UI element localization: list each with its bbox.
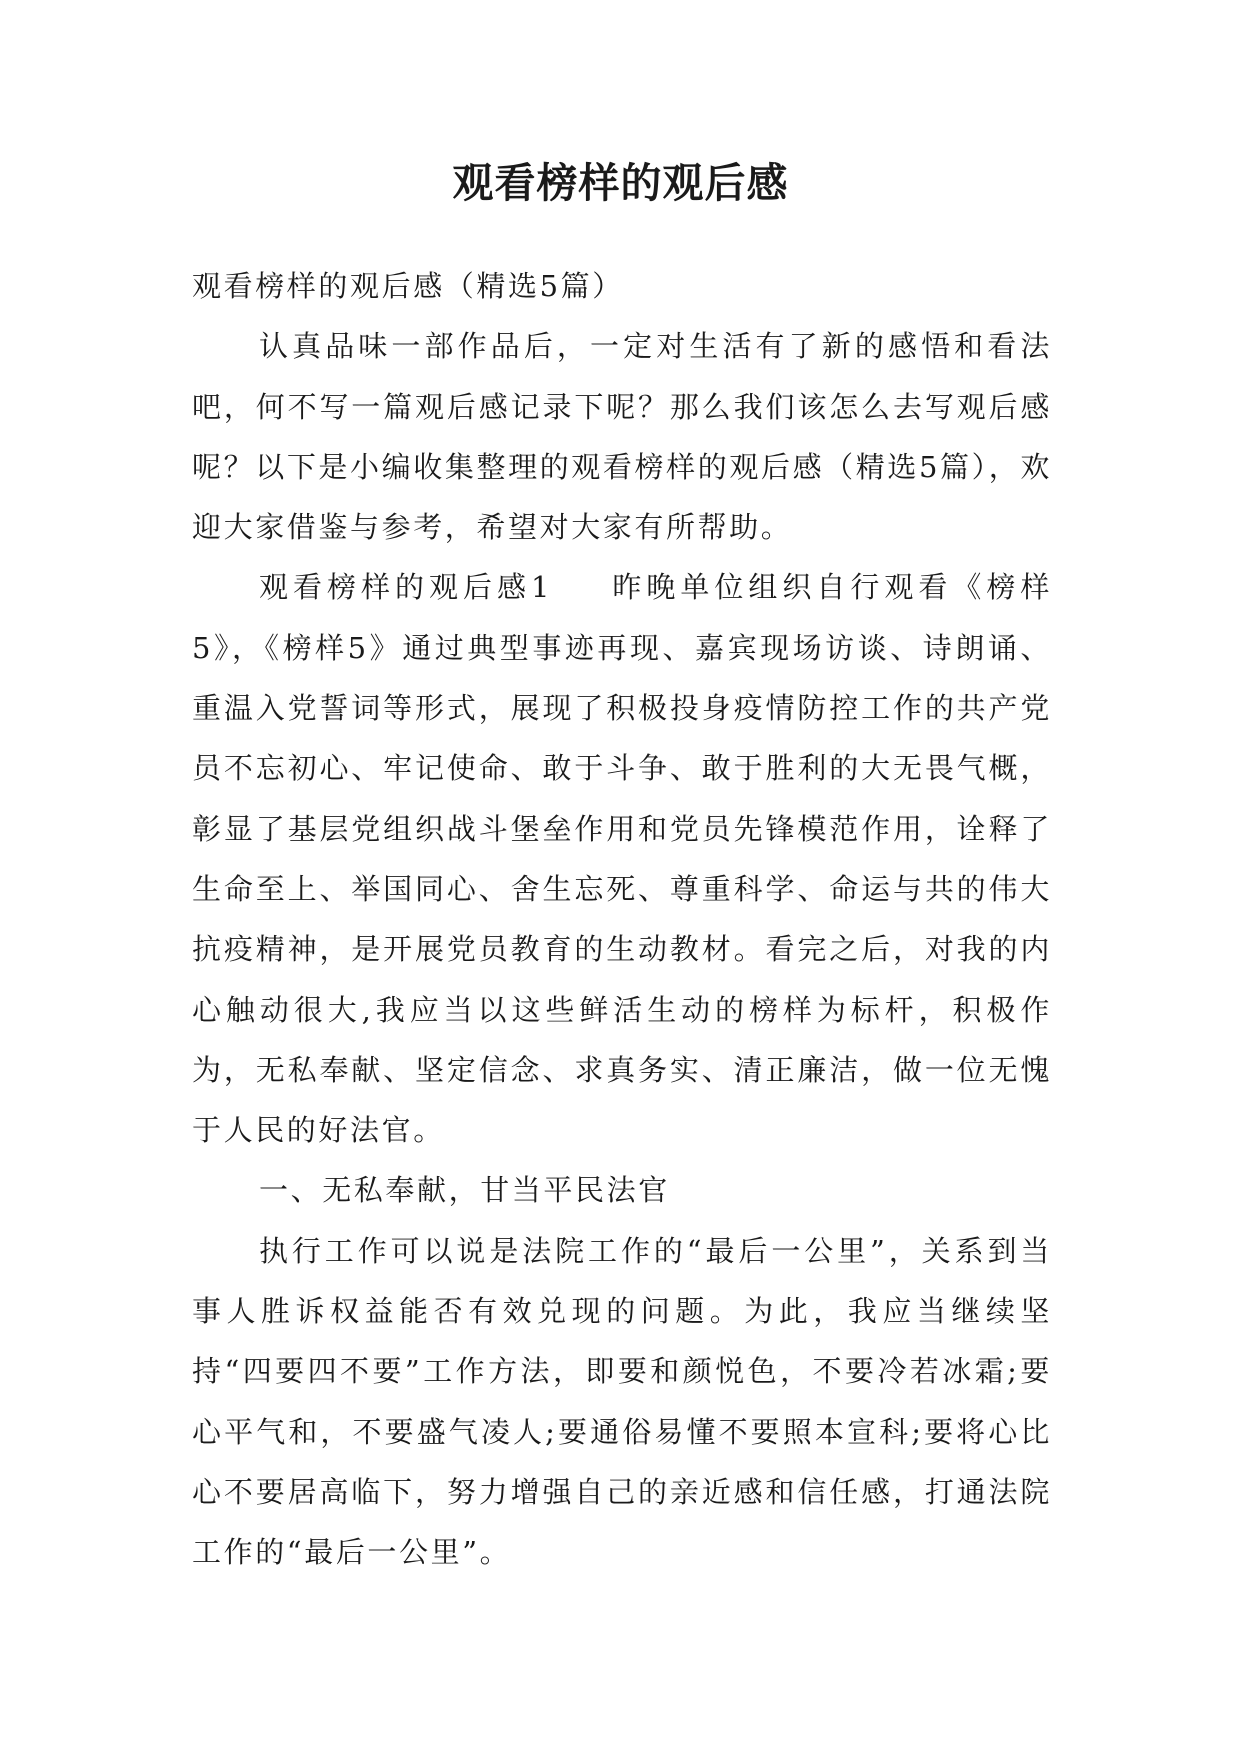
section-1-paragraph — [192, 557, 1052, 1160]
section-1-heading: 观看榜样的观后感1 — [259, 570, 553, 605]
section-1-text: 昨晚单位组织自行观看《榜样5》，《榜样5》通过典型事迹再现、嘉宾现场访谈、诗朗诵、重温入党誓词等形式，展现了积极投身疫情防控工作的共产党员不忘初心、牢记使命、敢于斗争、敢于胜利的大无畏气概，彰显了基层党组织战斗堡垒作用和党员先锋模范作用，诠释了生命至上、举国同心、舍生忘死、尊重科学、命运与共的伟大抗疫精神，是开展党员教育的生动教材。看完之后，对我的内心触动很大,我应当以这些鲜活生动的榜样为标杆，积极作为，无私奉献、坚定信念、求真务实、清正廉洁，做一位无愧于人民的好法官。 — [192, 570, 1052, 1148]
intro-paragraph: 认真品味一部作品后，一定对生活有了新的感悟和看法吧，何不写一篇观后感记录下呢？那么我们该怎么去写观后感呢？以下是小编收集整理的观看榜样的观后感（精选5篇），欢迎大家借鉴与参考，希望对大家有所帮助。 — [192, 329, 1052, 545]
document-body — [192, 256, 1052, 1583]
point-1-paragraph: 执行工作可以说是法院工作的“最后一公里”，关系到当事人胜诉权益能否有效兑现的问题。为此，我应当继续坚持“四要四不要”工作方法，即要和颜悦色，不要冷若冰霜;要心平气和，不要盛气凌人;要通俗易懂不要照本宣科;要将心比心不要居高临下，努力增强自己的亲近感和信任感，打通法院工作的“最后一公里”。 — [192, 1233, 1052, 1570]
document-title: 观看榜样的观后感 — [452, 159, 789, 207]
point-1-heading: 一、无私奉献，甘当平民法官 — [259, 1173, 670, 1208]
document-subtitle: 观看榜样的观后感（精选5篇） — [192, 269, 624, 303]
